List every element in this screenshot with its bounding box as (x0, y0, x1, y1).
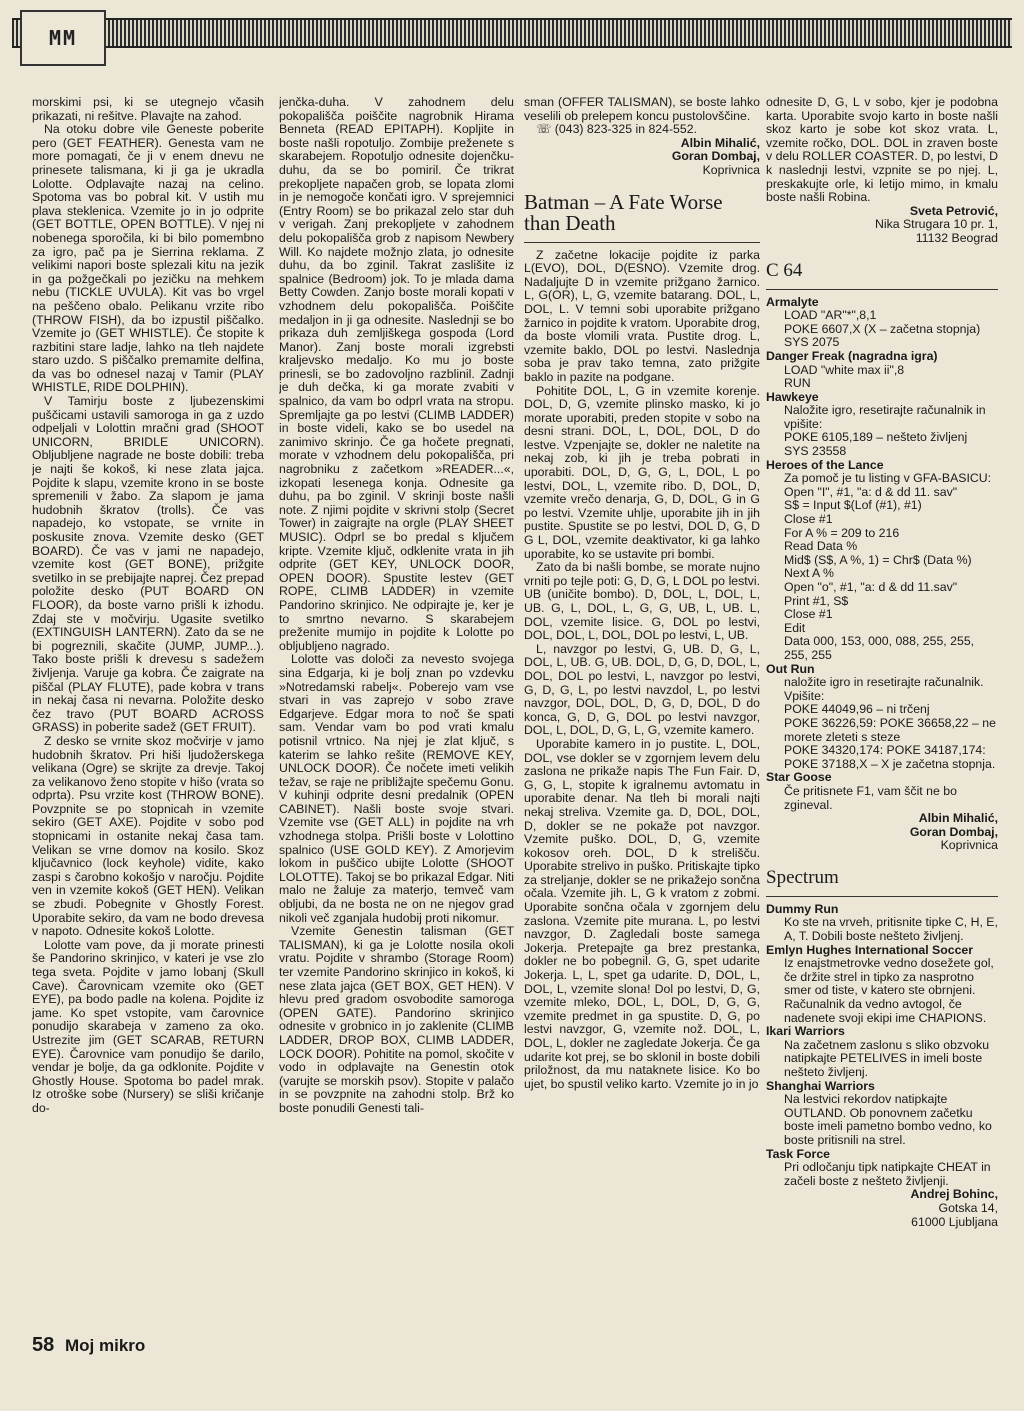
author-name: Goran Dombaj, (909, 824, 998, 839)
paragraph: sman (OFFER TALISMAN), se boste lahko veselili ob prelepem koncu pustolovščine. (524, 96, 760, 123)
cheat-line: For A % = 209 to 216 (784, 525, 900, 540)
cheat-line: SYS 2075 (784, 335, 840, 350)
paragraph: L, navzgor po lestvi, G, UB. D, G, L, DOL, L, UB. G, UB. DOL, D, G, D, DOL, L, DOL, DOL po lestvi, L, navzgor po lestvi, G, D, G, L, po lestvi navzdol, L, po lestvi navzgor, DOL, DOL, D, G, D, DOL, D do konca, G, D, G, DOL po lestvi navzgor, DOL, L, DOL, D, G, L, G, vzemite kamero. (524, 641, 760, 738)
page-footer (32, 1334, 145, 1357)
game-title: Dummy Run (766, 901, 839, 916)
cheat-line: Na začetnem zaslonu s sliko obzvoku natipkajte PETELIVES in imeli boste nešteto življenj. (784, 1037, 990, 1079)
cheat-line: Print #1, S$ (784, 593, 849, 608)
game-title: Emlyn Hughes International Soccer (766, 942, 974, 957)
spectrum-cheat-list (766, 903, 998, 1188)
author-address: Nika Strugara 10 pr. 1, (874, 217, 998, 232)
cheat-line: POKE 6105,189 – nešteto življenj (784, 430, 968, 445)
game-title: Danger Freak (nagradna igra) (766, 348, 938, 363)
cheat-line: LOAD "AR"*",8,1 (784, 308, 877, 323)
cheat-line: Iz enajstmetrovke vedno dosežete gol, če držite strel in tipko za nasprotno smer od tiste, v katero ste obrnjeni. Računalnik da vedno avtogol, če nadenete svoji ekipi ime CHAPIONS. (784, 956, 994, 1025)
author-city: 11132 Beograd (915, 230, 998, 245)
cheat-line: Open "I", #1, "a: d & dd 11. sav" (784, 484, 958, 499)
cheat-line: LOAD "white max ii",8 (784, 362, 905, 377)
page-number: 58 (32, 1334, 55, 1356)
author-name: Albin Mihalić, (680, 135, 760, 150)
cheat-line: Mid$ (S$, A %, 1) = Chr$ (Data %) (784, 552, 972, 567)
phone-number: ☏ (043) 823-325 in 824-552. (536, 122, 697, 137)
author-name: Goran Dombaj, (671, 149, 760, 164)
header-band (12, 18, 1012, 48)
cheat-line: Na lestvici rekordov natipkajte OUTLAND. Ob ponovnem začetku boste imeli pametno bombo vedno, ko boste pritisnili na strel. (784, 1092, 992, 1147)
game-title: Task Force (766, 1146, 831, 1161)
author-name: Albin Mihalić, (918, 811, 998, 826)
author-name: Andrej Bohinc, (910, 1187, 998, 1202)
paragraph: jenčka-duha. V zahodnem delu pokopališča poiščite nagrobnik Hirama Benneta (READ EPITAPH). Kopljite in boste našli ropotuljo. Zombije preženete s skarabejem. Ropotuljo odnesite dojenčku-duhu, da se bo pomiril. Če trikrat prekopljete napačen grob, se lopata zlomi in je nemogoče končati igro. V sprejemnici (Entry Room) se bo prikazal zelo star duh v verigah. Zanj prekopljete v zahodnem delu pokopališča grob z napisom Newbery Will. Ko najdete možnjo zlata, jo odnesite duhu, da bo zginil. Takrat zaslišite iz spalnice (Bedroom) jok. To je mlada dama Betty Cowden. Zanjo boste morali kopati v vzhodnem delu pokopališča. Poiščite medaljon in ji ga odnesite. Naslednji se bo prikaza duh zemljiškega gospoda (Lord Manor). Zanj boste morali izgrebsti kraljevsko medaljo. Ko mu jo boste prinesli, se bo zadovoljno razblinil. Zadnji je duh dečka, ki ga morate zvabiti v spalnico, da vam bo odprl vrata na stropu. Spremljajte ga po lestvi (CLIMB LADDER) in boste videli, kako se bo usedel na zanimivo skrinjo. Če ga hočete pregnati, morate v vzhodnem delu pokopališča, pri nagrobniku z začetkom »READER...«, izkopati lesenega konja. Odnesite ga duhu, pa bo zginil. V skrinji boste našli note. Z njimi pojdite v skrivni stolp (Secret Tower) in zaigrajte na orgle (PLAY SHEET MUSIC). Odprl se bo predal s ključem kripte. Vzemite ključ, odklenite vrata in jih odprite (GET KEY, UNLOCK DOOR, OPEN DOOR). Spustite lestev (GET ROPE, CLIMB LADDER) in vzemite Pandorino skrinjico. Ne odpirajte je, ker je to smrtno nevarno. S skarabejem preženite mumijo in pojdite k Lolotte po obljubljeno nagrado. (279, 96, 514, 653)
section-heading-spectrum: Spectrum (766, 866, 839, 888)
game-title: Hawkeye (766, 389, 819, 404)
article-heading-batman: Batman – A Fate Worse than Death (524, 189, 723, 235)
cheat-line: Ko ste na vrveh, pritisnite tipke C, H, E, A, T. Dobili boste nešteto življenj. (784, 915, 998, 944)
cheat-line: naložite igro in resetirajte računalnik. Vpišite: (784, 675, 984, 703)
author-city: Koprivnica (702, 162, 760, 177)
divider (524, 242, 760, 243)
game-title: Out Run (766, 661, 815, 676)
magazine-title: Moj mikro (64, 1336, 146, 1355)
author-name: Sveta Petrović, (909, 203, 998, 218)
cheat-line: Edit (784, 620, 806, 635)
game-title: Heroes of the Lance (766, 457, 884, 472)
paragraph: Lolotte vas določi za nevesto svojega sina Edgarja, ki je bolj znan po vzdevku »Notredamski rabelj«. Poberejo vam vse stvari in vas zaprejo v sobo zrave Edgarjeve. Edgar mora to noč še spati sam. Vendar vam bo pod vrati kmalu potisnil vrtnico. Na njej je zlat ključ, s katerim se lahko rešite (REMOVE KEY, UNLOCK DOOR). Če nočete imeti velikih težav, se raje ne približajte spečemu Gonu. V kuhinji odprite desni predalnik (OPEN CABINET). Našli boste svoje stvari. Vzemite vse (GET ALL) in pojdite na vrh vzhodnega stolpa. Prišli boste v Lolottino spalnico (USE GOLD KEY). Z Amorjevim lokom in puščico ubijte Lolotte (SHOOT LOLOTTE). Takoj se bo prikazal Edgar. Niti malo ne žaluje za materjo, temveč vam obljubi, da ne bosta ne on ne njegov grad nikoli več zganjala hudobij proti nikomur. (279, 652, 514, 925)
paragraph: morskimi psi, ki se utegnejo včasih prikazati, ni rešitve. Plavajte na zahod. (32, 96, 264, 123)
paragraph: Z začetne lokacije pojdite iz parka L(EVO), DOL, D(ESNO). Vzemite drog. Nadaljujte D in vzemite prižgano žarnico. L, G(OR), L, G, vzemite batarang. DOL, L, DOL, L. V temni sobi uporabite prižgano žarnico in pojdite k vratom. Uporabite drog, da boste vlomili vrata. Pustite drog. L, vzemite baklo, DOL po lestvi. Naslednja soba je prav tako temna, zato prižgite baklo in pazite na podgane. (524, 247, 760, 384)
cheat-line: Za pomoč je tu listing v GFA-BASICU: (784, 471, 992, 486)
cheat-line: POKE 44049,96 – ni trčenj (784, 702, 930, 717)
divider (766, 896, 998, 897)
cheat-line: Data 000, 153, 000, 088, 255, 255, 255, 255 (784, 634, 975, 662)
paragraph: Lolotte vam pove, da ji morate prinesti še Pandorino skrinjico, v kateri je vse zlo tega sveta. Pojdite v jamo lobanj (Skull Cave). Čarovnicam vzemite oko (GET EYE), pa bodo padle na kolena. Pojdite iz jame. Ko spet vstopite, vam čarovnice ponudijo skarabeja v zameno za oko. Ustrezite jim (GET SCARAB, RETURN EYE). Čarovnice vam ponudijo še darilo, vendar je bolje, da ga odklonite. Pojdite v Ghostly House. Spotoma bo padel mrak. Iz otroške sobe (Nursery) se sliši kričanje do- (32, 937, 264, 1115)
c64-cheat-list (766, 296, 998, 813)
cheat-line: Close #1 (784, 512, 833, 527)
author-city: Koprivnica (940, 838, 998, 853)
author-address: Gotska 14, (938, 1200, 998, 1215)
paragraph: Zato da bi našli bombe, se morate nujno vrniti po tejle poti: G, D, G, L DOL po lestvi. UB (uničite bombo). D, DOL, L, DOL, L, UB. G, L, DOL, L, G, G, UB, L, UB. L, DOL, vzemite lisice. G, DOL po lestvi, DOL, DOL, L, DOL, DOL po lestvi, L, UB. (524, 560, 760, 643)
section-heading-c64: C 64 (766, 259, 803, 281)
divider (766, 289, 998, 290)
paragraph: Uporabite kamero in jo pustite. L, DOL, DOL, vse dokler se v zgornjem levem delu zaslona ne prikaže napis The Fun Fair. D, G, G, L, stopite k igralnemu avtomatu in uporabite denar. Na tleh bi morali najti nekaj streliva. Vzemite ga. D, DOL, DOL, D, dokler se ne pokaže pot navzgor. Vzemite puško. DOL, D, G, vzemite kokosov oreh. DOL, D k strelišču. Uporabite strelivo in puško. Pritiskajte tipko za streljanje, dokler se ne prikažejo sončna očala. Vzemite jih. L, G k vratom z zobmi. Uporabite sončna očala v zgornjem delu zaslona. Vzemite pite murana. L, po lestvi navzgor, D. Zagledali boste samega Jokerja. Pretepajte ga brez prestanka, dokler ne bo pobegnil. G, G, spet udarite Jokerja. L, L, spet ga udarite. D, DOL, L, DOL, L, vzemite slona! Dol po lestvi, D, G, vzemite mleko, DOL, L, DOL, D, G, G, vzemite predmet in ga spustite. D, G, po lestvi navzgor, G, vzemite nož. DOL, L, DOL, L, dokler ne zagledate Jokerja. Če ga udarite kot prej, se bo sklonil in boste dobili priložnost, da mu nataknete lisice. Ko bo ujet, bo spustil veliko karto. Vzemite jo in jo (524, 736, 760, 1091)
paragraph: Na otoku dobre vile Geneste poberite pero (GET FEATHER). Genesta vam ne more pomagati, če ji v enem dnevu ne prinesete talismana, ki ji ga je ukradla Lolotte. Odplavajte nazaj na celino. Spotoma vas bo pobral kit. V ustih mu plava steklenica. Vzemite jo in jo odprite (GET BOTTLE, OPEN BOTTLE). V njej ni nobenega sporočila, ki bi bilo pomembno za igro, pač pa je Sierrina reklama. Z velikimi napori boste splezali kitu na jezik in ga požgečkali po jezičku na mehkem nebu (TICKLE UVULA). Kit vas bo vrgel na peščeno obalo. Pelikanu vrzite ribo (THROW FISH), da bo izpustil piščalko. Vzemite jo (GET WHISTLE). Če stopite k razbitini stare ladje, lahko na tleh najdete staro uzdo. S piščalko premamite delfina, da vas bo odnesel nazaj v Tamir (PLAY WHISTLE, RIDE DOLPHIN). (32, 122, 264, 395)
game-title: Ikari Warriors (766, 1024, 845, 1039)
column-4 (766, 96, 998, 1326)
paragraph: Vzemite Genestin talisman (GET TALISMAN), ki ga je Lolotte nosila okoli vratu. Pojdite v shrambo (Storage Room) ter vzemite Pandorino skrinjico in kokoš, ki nese zlata jajca (GET BOX, GET HEN). V hlevu pred gradom osvobodite samoroga (OPEN GATE). Pandorino skrinjico odnesite v grobnico in jo zaklenite (CLIMB LADDER, DROP BOX, CLIMB LADDER, LOCK DOOR). Pohitite na pomol, skočite v vodo in odplavajte na Genestin otok (varujte se morskih psov). Stopite v palačo in se povzpnite na zahodni stolp. Brž ko boste ponudili Genesti tali- (279, 924, 514, 1115)
column-2 (279, 96, 514, 1326)
author-city: 61000 Ljubljana (911, 1214, 998, 1229)
cheat-line: Naložite igro, resetirajte računalnik in vpišite: (784, 403, 986, 431)
game-title: Star Goose (766, 770, 832, 785)
paragraph: V Tamirju boste z ljubezenskimi puščicami ustavili samoroga in ga z uzdo odpeljali v Lolottin mračni grad (SHOOT UNICORN, BRIDLE UNICORN). Obljubljene nagrade ne boste dobili: treba je najti še kokoš, ki nese zlata jajca. Pojdite k slapu, vzemite krono in se boste spremenili v žabo. Za slapom je jama hudobnih škratov (trolls). Če vas napadejo, ko vstopate, se vrnite in poskusite znova. Vzemite desko (GET BOARD). Če vas v jami ne napadejo, vzemite kost (GET BONE), prižgite svetilko in se prebijajte naprej. Čez prepad položite desko (PUT BOARD ON FLOOR), da boste varno prišli k izhodu. Zdaj ste v močvirju. Ugasite svetilko (EXTINGUISH LANTERN). Zato da se ne bi pogreznili, skačite (JUMP, JUMP...). Tako boste prišli k drevesu s sadežem življenja. Varuje ga kobra. Če zaigrate na piščal (PLAY FLUTE), pade kobra v trans in nekaj časa ni nevarna. Položite desko čez travo (PUT BOARD ACROSS GRASS) in poberite sadež (GET FRUIT). (32, 394, 264, 735)
cheat-line: Če pritisnete F1, vam ščit ne bo zgineval. (784, 783, 957, 812)
cheat-line: SYS 23558 (784, 444, 847, 459)
cheat-line: RUN (784, 376, 811, 391)
game-title: Shanghai Warriors (766, 1078, 875, 1093)
cheat-line: Read Data % (784, 539, 858, 554)
paragraph: Pohitite DOL, L, G in vzemite korenje. DOL, D, G, vzemite plinsko masko, ki jo morate uporabiti, preden stopite v sobo na desni strani. DOL, L, DOL, DOL, D do lestve. Vzpenjajte se, dokler ne naletite na nekaj zob, ki jih je treba pobrati in uporabiti. DOL, D, G, G, L, DOL, L po lestvi, DOL, L, vzemite ribo. D, DOL, D, vzemite vrečo denarja, G, D, DOL, G in G po lestvi. Vzemite uhlje, uporabite jih in jih pustite. Spustite se po lestvi, DOL D, G, D G L, DOL, vzemite deaktivator, ki ga lahko uporabite, ko se ustavite pri bombi. (524, 383, 760, 561)
cheat-line: POKE 34320,174: POKE 34187,174: POKE 37188,X – X je začetna stopnja. (784, 743, 996, 771)
paragraph: odnesite D, G, L v sobo, kjer je podobna karta. Uporabite svojo karto in boste našli skoz karto je sobe kot skoz vrata. L, vzemite ročko, DOL. DOL in zraven boste v delu ROLLER COASTER. D, po lestvi, D k naslednji lestvi, vzpnite se po njej. L, preskakujte orle, ki letijo mimo, in kmalu boste našli Robina. (766, 96, 998, 205)
column-3 (524, 96, 760, 1326)
cheat-line: POKE 36226,59: POKE 36658,22 – ne morete zleteti s steze (784, 715, 996, 744)
paragraph: Z desko se vrnite skoz močvirje v jamo hudobnih škratov. Pri hiši ljudožerskega velikana (Ogre) se skrijte za drevje. Takoj za velikanovo ženo stopite v hišo (vrata so odprta). Psu vrzite kost (THROW BONE). Povzpnite se po stopnicah in vzemite sekiro (GET AXE). Pojdite v sobo pod stopnicami in ostanite nekaj časa tam. Velikan se vrne domov na kosilo. Skoz ključavnico (lock keyhole) vidite, kako zaspi s čarobno kokošjo v naročju. Pojdite ven in vzemite kokoš (GET HEN). Velikan se zbudi. Pobegnite v Ghostly Forest. Uporabite sekiro, da vam ne bodo drevesa v napoto. Odnesite kokoš Lolotte. (32, 733, 264, 939)
game-title: Armalyte (766, 294, 819, 309)
section-logo: MM (20, 10, 106, 66)
cheat-line: S$ = Input $(Lof (#1), #1) (784, 498, 922, 513)
cheat-line: Pri odločanju tipk natipkajte CHEAT in začeli boste z nešteto življenji. (784, 1160, 991, 1188)
cheat-line: POKE 6607,X (X – začetna stopnja) (784, 321, 981, 336)
cheat-line: Open "o", #1, "a: d & dd 11.sav" (784, 580, 958, 594)
cheat-line: Next A % (784, 566, 834, 581)
cheat-line: Close #1 (784, 607, 833, 622)
column-1 (32, 96, 264, 1326)
